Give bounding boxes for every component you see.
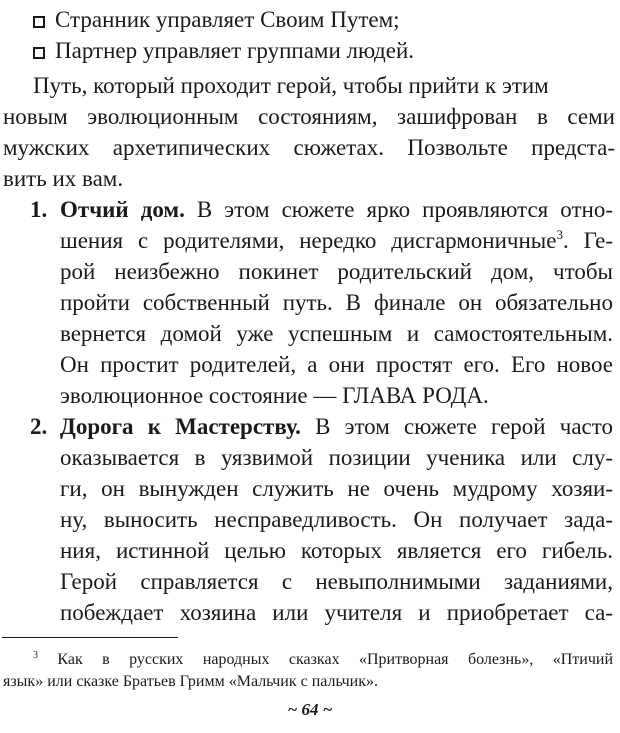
- checkbox-icon: [33, 47, 45, 59]
- list-item-line: [60, 227, 613, 255]
- item-title: Дорога к Мастерству.: [60, 414, 301, 439]
- footnote-line: [33, 650, 613, 670]
- intro-line: вить их вам.: [3, 166, 124, 191]
- item-text: В этом сюжете ярко проявляются отно-: [196, 197, 614, 222]
- bullet-item: [33, 6, 400, 34]
- item-text: . Ге-: [562, 228, 613, 253]
- list-item-line: оказывается в уязвимой позиции ученика или слу-: [60, 445, 613, 470]
- list-number: 2.: [30, 414, 48, 439]
- footnote-marker: 3: [33, 650, 38, 661]
- list-item-line: эволюционное состояние — ГЛАВА РОДА.: [60, 383, 489, 408]
- list-item-line: пройти собственный путь. В финале он обязательно: [60, 290, 613, 315]
- item-text: шения с родителями, нередко дисгармоничные: [60, 228, 557, 253]
- list-number: 1.: [30, 197, 48, 222]
- list-item-line: вернется домой уже успешным и самостоятельным.: [60, 321, 613, 346]
- bullet-item: [33, 37, 414, 65]
- intro-line: мужских архетипических сюжетах. Позвольте предста-: [3, 135, 615, 160]
- list-item-line: [60, 413, 613, 441]
- list-item-line: Он простит родителей, а они простят его. Его новое: [60, 352, 613, 377]
- checkbox-icon: [33, 16, 45, 28]
- list-item-line: Герой справляется с невыполнимыми заданиями,: [60, 569, 613, 594]
- list-item-line: ну, выносить несправедливость. Он получает зада-: [60, 507, 613, 532]
- item-title: Отчий дом.: [60, 197, 185, 222]
- footnote-ref[interactable]: 3: [556, 227, 563, 242]
- bullet-text: Странник управляет Своим Путем;: [55, 7, 400, 32]
- bullet-text: Партнер управляет группами людей.: [55, 38, 415, 63]
- footnote-text: Как в русских народных сказках «Притворная болезнь», «Птичий: [57, 651, 614, 668]
- list-item-line: побеждает хозяина или учителя и приобретает са-: [60, 600, 613, 625]
- intro-line: новым эволюционным состояниям, зашифрован в семи: [3, 104, 615, 129]
- list-item-line: ги, он вынужден служить не очень мудрому хозяи-: [60, 476, 613, 501]
- item-text: В этом сюжете герой часто: [315, 414, 613, 439]
- list-item-line: [60, 196, 613, 224]
- footnote-divider: [2, 637, 178, 638]
- list-item-line: ния, истинной целью которых является его гибель.: [60, 538, 613, 563]
- footnote-line: язык» или сказке Братьев Гримм «Мальчик с пальчик».: [3, 673, 378, 690]
- intro-line: Путь, который проходит герой, чтобы прийти к этим: [33, 73, 549, 98]
- page-number: ~ 64 ~: [287, 700, 333, 719]
- list-item-line: рой неизбежно покинет родительский дом, чтобы: [60, 259, 613, 284]
